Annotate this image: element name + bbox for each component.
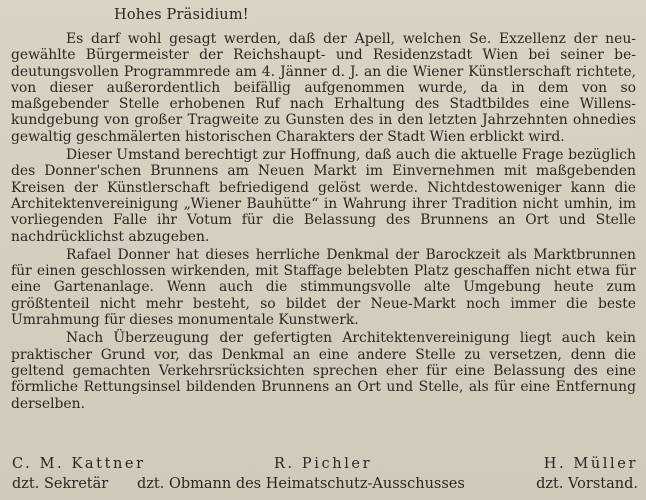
signatory-name-pichler: R. Pichler: [274, 456, 373, 472]
signatory-role-mueller: dzt. Vorstand.: [536, 476, 638, 492]
paragraph-1: Es darf wohl gesagt werden, daß der Apell, welchen Se. Exzellenz der neugewählte Bürgermeister der Reichshaupt- und Residenzstadt Wien bei seiner bedeutungsvollen Programmrede am 4. Jänner d. J. an die Wiener Künstlerschaft richtete, von dieser außerordentlich beifällig aufgenommen wurde, da in dem von so maßgebender Stelle erhobenen Ruf nach Erhaltung des Stadtbildes eine Willenskundgebung von großer Tragweite zu Gunsten des in den letzten Jahrzehnten ohnedies gewaltig geschmälerten historischen Charakters der Stadt Wien erblickt wird.: [11, 31, 636, 145]
signatory-roles: [12, 476, 640, 496]
signatory-name-kattner: C. M. Kattner: [12, 456, 146, 472]
signatory-role-kattner: dzt. Sekretär: [12, 476, 109, 492]
paragraph-3: Rafael Donner hat dieses herrliche Denkmal der Barockzeit als Marktbrunnen für einen geschlossen wirkenden, mit Staffage belebten Platz geschaffen nicht etwa für eine Gartenanlage. Wenn auch die stimmungsvolle alte Umgebung heute zum größtenteil nicht mehr besteht, so bildet der Neue-Markt noch immer die beste Umrahmung für dieses monumentale Kunstwerk.: [11, 246, 636, 329]
signatory-name-mueller: H. Müller: [543, 456, 638, 472]
signatory-role-pichler: dzt. Obmann des Heimatschutz-Ausschusses: [137, 476, 465, 492]
salutation: Hohes Präsidium!: [114, 7, 249, 23]
signatory-names: [12, 456, 640, 476]
paragraph-2: Dieser Umstand berechtigt zur Hoffnung, daß auch die aktuelle Frage bezüglich des Donner'schen Brunnens am Neuen Markt im Einvernehmen mit maßgebenden Kreisen der Künstlerschaft befriedigend gelöst werde. Nichtdestoweniger kann die Architektenvereinigung „Wiener Bauhütte“ in Wahrung ihrer Tradition nicht umhin, im vorliegenden Falle ihr Votum für die Belassung des Brunnens an Ort und Stelle nachdrücklichst abzugeben.: [11, 147, 636, 245]
paragraph-4: Nach Überzeugung der gefertigten Architektenvereinigung liegt auch kein praktischer Grund vor, das Denkmal an eine andere Stelle zu versetzen, denn die geltend gemachten Verkehrsrücksichten sprechen eher für eine Belassung des eine förmliche Rettungsinsel bildenden Brunnens an Ort und Stelle, als für eine Entfernung derselben.: [11, 330, 636, 412]
signature-block: [12, 456, 640, 496]
